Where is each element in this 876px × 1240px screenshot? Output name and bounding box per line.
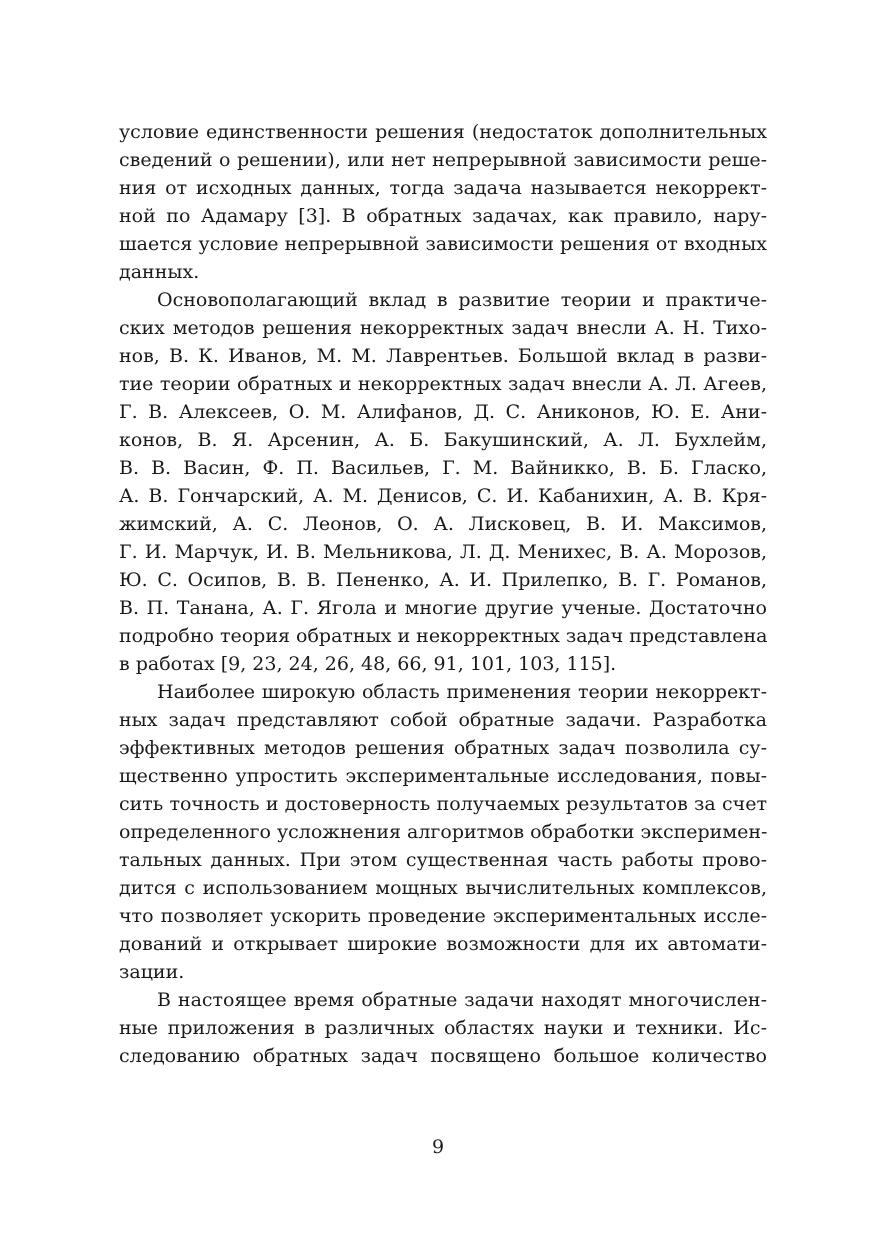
- text-line: что позволяет ускорить проведение экспериментальных иссле-: [119, 905, 767, 927]
- text-line: Основополагающий вклад в развитие теории и практиче-: [157, 289, 767, 311]
- page-number: 9: [431, 1136, 445, 1158]
- paragraph: [119, 118, 767, 286]
- text-line: ния от исходных данных, тогда задача называется некоррект-: [119, 177, 767, 199]
- text-line: подробно теория обратных и некорректных задач представлена: [119, 625, 768, 647]
- text-line: определенного усложнения алгоритмов обработки эксперимен-: [119, 821, 768, 843]
- text-line: шается условие непрерывной зависимости решения от входных: [119, 233, 767, 255]
- text-line: тие теории обратных и некорректных задач внесли А. Л. Агеев,: [119, 373, 767, 395]
- text-line: конов, В. Я. Арсенин, А. Б. Бакушинский, А. Л. Бухлейм,: [119, 429, 767, 451]
- paragraph: [119, 986, 767, 1070]
- body-text: [119, 118, 767, 1070]
- text-line: жимский, А. С. Леонов, О. А. Лисковец, В. И. Максимов,: [119, 513, 767, 535]
- text-line: зации.: [119, 961, 185, 983]
- text-line: ных задач представляют собой обратные задачи. Разработка: [119, 709, 767, 731]
- text-line: сведений о решении), или нет непрерывной зависимости реше-: [119, 149, 767, 171]
- text-line: условие единственности решения (недостаток дополнительных: [119, 121, 767, 143]
- paragraph: [119, 286, 767, 678]
- text-line: В настоящее время обратные задачи находят многочислен-: [157, 989, 767, 1011]
- text-line: в работах [9, 23, 24, 26, 48, 66, 91, 101, 103, 115].: [119, 653, 617, 675]
- paragraph: [119, 678, 767, 986]
- text-line: В. В. Васин, Ф. П. Васильев, Г. М. Вайникко, В. Б. Гласко,: [119, 457, 767, 479]
- text-line: данных.: [119, 261, 200, 283]
- text-line: дований и открывает широкие возможности для их автомати-: [119, 933, 767, 955]
- text-line: щественно упростить экспериментальные исследования, повы-: [119, 765, 767, 787]
- text-line: тальных данных. При этом существенная часть работы прово-: [119, 849, 767, 871]
- text-line: нов, В. К. Иванов, М. М. Лаврентьев. Большой вклад в разви-: [119, 345, 767, 367]
- text-line: ских методов решения некорректных задач внесли А. Н. Тихо-: [119, 317, 767, 339]
- text-line: ной по Адамару [3]. В обратных задачах, как правило, нару-: [119, 205, 767, 227]
- text-line: А. В. Гончарский, А. М. Денисов, С. И. Кабанихин, А. В. Кря-: [119, 485, 767, 507]
- text-line: Г. В. Алексеев, О. М. Алифанов, Д. С. Аниконов, Ю. Е. Ани-: [119, 401, 767, 423]
- text-line: следованию обратных задач посвящено большое количество: [119, 1045, 767, 1067]
- text-line: В. П. Танана, А. Г. Ягола и многие другие ученые. Достаточно: [119, 597, 767, 619]
- text-line: сить точность и достоверность получаемых результатов за счет: [119, 793, 767, 815]
- text-line: Наиболее широкую область применения теории некоррект-: [157, 681, 767, 703]
- text-line: дится с использованием мощных вычислительных комплексов,: [119, 877, 767, 899]
- text-line: Г. И. Марчук, И. В. Мельникова, Л. Д. Менихес, В. А. Морозов,: [119, 541, 767, 563]
- text-line: ные приложения в различных областях науки и техники. Ис-: [119, 1017, 767, 1039]
- text-line: эффективных методов решения обратных задач позволила су-: [119, 737, 767, 759]
- text-line: Ю. С. Осипов, В. В. Пененко, А. И. Прилепко, В. Г. Романов,: [119, 569, 767, 591]
